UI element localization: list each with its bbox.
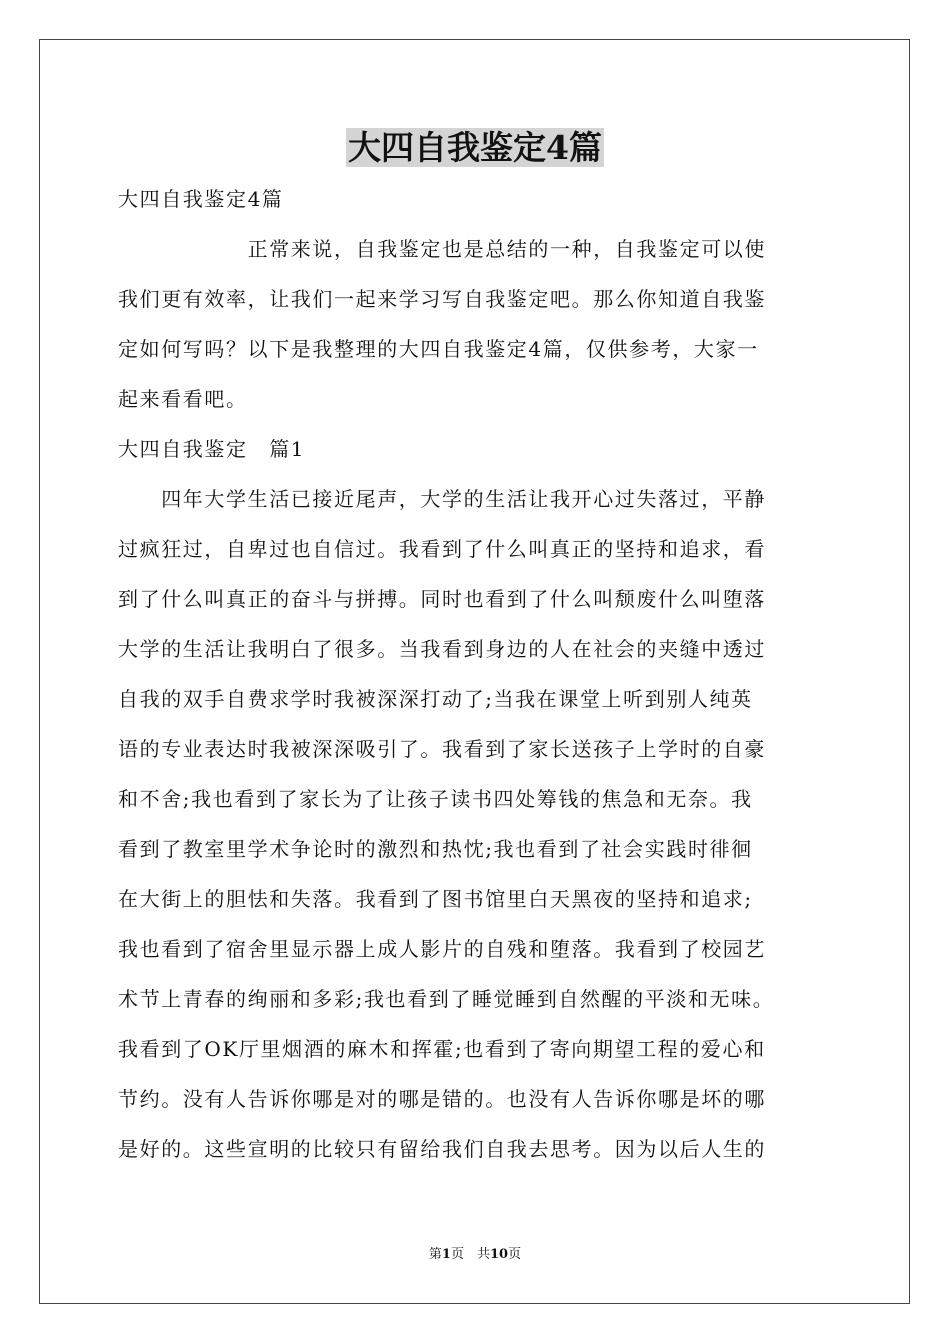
body-line: 大学的生活让我明白了很多。当我看到身边的人在社会的夹缝中透过 bbox=[118, 637, 766, 661]
doc-subtitle-line: 大四自我鉴定4篇 bbox=[118, 187, 284, 211]
section-heading: 大四自我鉴定 篇1 bbox=[118, 437, 306, 461]
intro-line: 起来看看吧。 bbox=[118, 387, 248, 411]
body-line: 我也看到了宿舍里显示器上成人影片的自残和堕落。我看到了校园艺 bbox=[118, 937, 766, 961]
intro-line: 定如何写吗？以下是我整理的大四自我鉴定4篇，仅供参考，大家一 bbox=[118, 337, 759, 361]
body-line: 四年大学生活已接近尾声，大学的生活让我开心过失落过，平静 bbox=[118, 487, 766, 511]
intro-line: 我们更有效率，让我们一起来学习写自我鉴定吧。那么你知道自我鉴 bbox=[118, 287, 766, 311]
page-suffix: 页 bbox=[508, 1247, 522, 1262]
body-line: 过疯狂过，自卑过也自信过。我看到了什么叫真正的坚持和追求，看 bbox=[118, 537, 766, 561]
page-unit: 页 共 bbox=[450, 1247, 490, 1262]
body-line: 语的专业表达时我被深深吸引了。我看到了家长送孩子上学时的自豪 bbox=[118, 737, 766, 761]
body-line: 我看到了OK厅里烟酒的麻木和挥霍;也看到了寄向期望工程的爱心和 bbox=[118, 1037, 766, 1061]
page-total: 10 bbox=[489, 1247, 509, 1262]
body-line: 自我的双手自费求学时我被深深打动了;当我在课堂上听到别人纯英 bbox=[118, 687, 753, 711]
body-line: 和不舍;我也看到了家长为了让孩子读书四处筹钱的焦急和无奈。我 bbox=[118, 787, 753, 811]
page-frame bbox=[39, 39, 910, 1304]
body-line: 是好的。这些宣明的比较只有留给我们自我去思考。因为以后人生的 bbox=[118, 1137, 766, 1161]
document-title-text: 大四自我鉴定4篇 bbox=[348, 128, 602, 167]
page-current: 1 bbox=[441, 1247, 451, 1262]
body-line: 节约。没有人告诉你哪是对的哪是错的。也没有人告诉你哪是坏的哪 bbox=[118, 1087, 766, 1111]
body-line: 看到了教室里学术争论时的激烈和热忱;我也看到了社会实践时徘徊 bbox=[118, 837, 753, 861]
page-prefix: 第 bbox=[428, 1247, 442, 1262]
intro-line: 正常来说，自我鉴定也是总结的一种，自我鉴定可以使 bbox=[118, 237, 766, 261]
document-title bbox=[0, 126, 950, 170]
page-footer bbox=[0, 1246, 950, 1264]
body-line: 到了什么叫真正的奋斗与拼搏。同时也看到了什么叫颓废什么叫堕落 bbox=[118, 587, 766, 611]
body-line: 术节上青春的绚丽和多彩;我也看到了睡觉睡到自然醒的平淡和无味。 bbox=[118, 987, 775, 1011]
body-line: 在大街上的胆怯和失落。我看到了图书馆里白天黑夜的坚持和追求; bbox=[118, 887, 753, 911]
